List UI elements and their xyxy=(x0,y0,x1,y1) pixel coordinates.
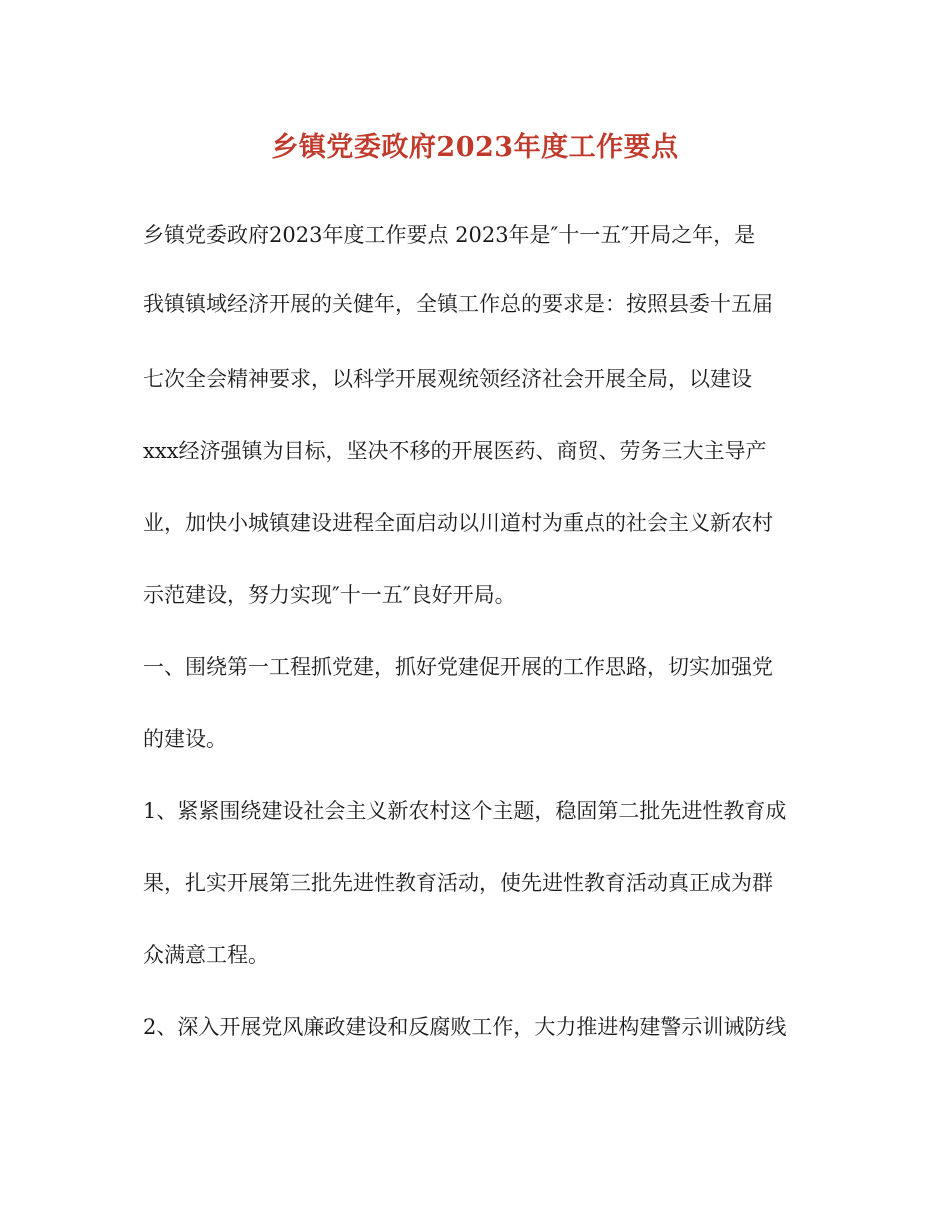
body-line-5: 业，加快小城镇建设进程全面启动以川道村为重点的社会主义新农村 xyxy=(143,511,773,535)
body-line-12: 2、深入开展党风廉政建设和反腐败工作，大力推进构建警示训诫防线 xyxy=(143,1015,787,1039)
body-line-10: 果，扎实开展第三批先进性教育活动，使先进性教育活动真正成为群 xyxy=(143,871,773,895)
body-line-7: 一、围绕第一工程抓党建，抓好党建促开展的工作思路，切实加强党 xyxy=(143,655,773,679)
body-line-2: 我镇镇域经济开展的关健年，全镇工作总的要求是：按照县委十五届 xyxy=(143,292,773,316)
body-line-9: 1、紧紧围绕建设社会主义新农村这个主题，稳固第二批先进性教育成 xyxy=(143,799,787,823)
body-line-1: 乡镇党委政府2023年度工作要点 2023年是″十一五″开局之年，是 xyxy=(143,223,756,247)
body-line-11: 众满意工程。 xyxy=(143,943,269,967)
body-line-4: xxx经济强镇为目标，坚决不移的开展医药、商贸、劳务三大主导产 xyxy=(143,439,767,463)
body-line-8: 的建设。 xyxy=(143,727,227,751)
body-line-6: 示范建设，努力实现″十一五″良好开局。 xyxy=(143,583,516,607)
document-title: 乡镇党委政府2023年度工作要点 xyxy=(271,132,679,163)
body-line-3: 七次全会精神要求，以科学开展观统领经济社会开展全局，以建设 xyxy=(143,367,752,391)
